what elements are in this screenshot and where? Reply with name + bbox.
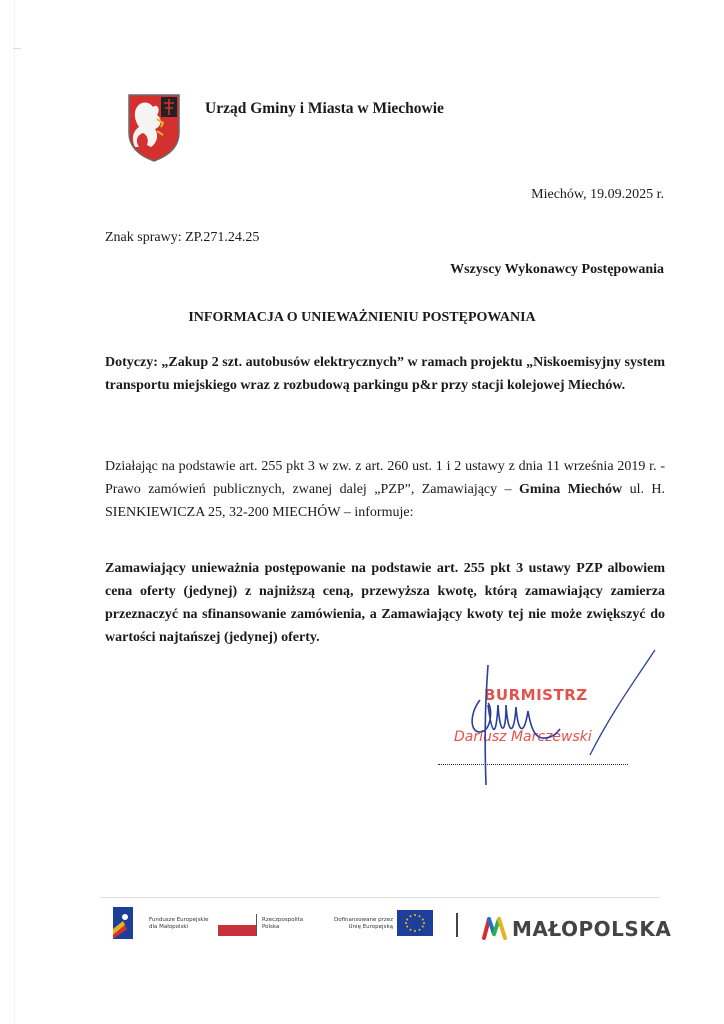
poland-line1: Rzeczpospolita (262, 917, 304, 923)
poland-flag-icon (218, 914, 257, 936)
european-funds-line2: dla Małopolski (149, 924, 189, 930)
contracting-authority: Gmina Miechów (519, 482, 623, 497)
poland-label (262, 917, 303, 931)
case-reference: Znak sprawy: ZP.271.24.25 (105, 230, 260, 245)
legal-basis-text: Działając na podstawie art. 255 pkt 3 w zw. z art. 260 ust. 1 i 2 ustawy z dnia 11 września 2019 r. - Prawo zamówień publicznych, zwanej dalej „PZP”, Zamawiający – (105, 459, 665, 497)
office-name: Urząd Gminy i Miasta w Miechowie (205, 100, 444, 117)
european-funds-logo-icon (113, 907, 137, 939)
malopolska-wordmark: MAŁOPOLSKA (512, 917, 672, 941)
document-title: INFORMACJA O UNIEWAŻNIENIU POSTĘPOWANIA (188, 310, 536, 325)
scan-edge-line (14, 0, 15, 1024)
eu-line1: Dofinansowane przez (333, 917, 393, 923)
eu-flag-icon (397, 910, 433, 936)
eu-line2: Unię Europejską (348, 924, 393, 930)
decision-paragraph: Zamawiający unieważnia postępowanie na podstawie art. 255 pkt 3 ustawy PZP albowiem cena oferty (jedynej) z najniższą ceną, przewyższa kwotę, którą zamawiający zamierza przeznaczyć na sfinansowanie zamówienia, a Zamawiający kwoty tej nie może zwiększyć do wartości najtańszej (jedynej) oferty. (105, 561, 665, 645)
legal-basis-address: ul. H. SIENKIEWICZA 25, 32-200 MIECHÓW – informuje: (105, 482, 665, 520)
addressee: Wszyscy Wykonawcy Postępowania (450, 262, 664, 277)
footer-divider (100, 897, 660, 898)
place-date: Miechów, 19.09.2025 r. (531, 187, 664, 202)
european-funds-label (149, 917, 209, 931)
coat-of-arms-icon (127, 93, 181, 163)
eu-cofunding-label (323, 917, 393, 931)
subject-paragraph: Dotyczy: „Zakup 2 szt. autobusów elektrycznych” w ramach projektu „Niskoemisyjny system transportu miejskiego wraz z rozbudową parkingu p&r przy stacji kolejowej Miechów. (105, 355, 665, 393)
poland-line2: Polska (262, 924, 280, 930)
european-funds-line1: Fundusze Europejskie (149, 917, 209, 923)
footer-separator (456, 913, 458, 937)
stamp-title: BURMISTRZ (484, 686, 588, 704)
handwritten-signature (440, 645, 670, 790)
stamp-name: Dariusz Marczewski (454, 729, 592, 745)
malopolska-logo-icon (482, 916, 508, 940)
fold-mark (13, 48, 21, 49)
legal-basis-paragraph (105, 455, 665, 524)
